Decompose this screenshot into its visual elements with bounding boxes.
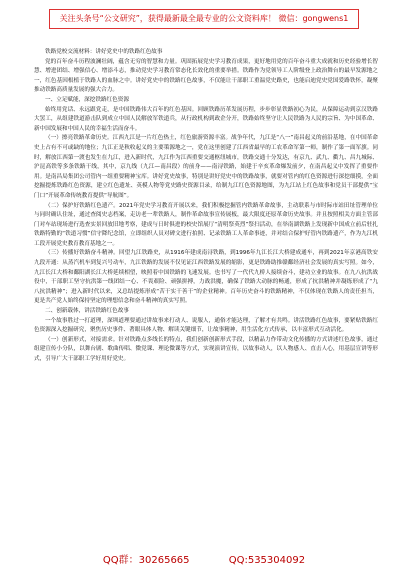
section-heading: 二、创新载体，讲活铁路红色故事: [45, 308, 129, 315]
document-body: [34, 48, 378, 530]
contact-footer: [0, 551, 408, 566]
paragraph: 始终用党话、永远跟党走，是中国铁路伟大百年的红色基因。回顾铁路历革发展历程，步步彰显铁路初心为民，从保障运动到京汉铁路大罢工，从组建铁道游击队到成立中国人民解放军铁道兵，从行政机构到政企分开，铁路始终坚守让人民铁路为人民的宗旨、为中国革命、新中国发展和中国人民的幸福生活而奋斗。: [34, 106, 378, 132]
paragraph: （一）擦亮铁路革命历史。江西九江是一片红色热土，红色旅游资源丰富。战争年代，九江是“八一”南昌起义的前沿基地，在中国革命史上占有不可或缺的地位；九江正是秋收起义的主要策源地之一，党在这里创建了江西省最早的工农革命军第一师，制作了第一面军旗。同时，解放江西第一渡也发生在九江，进入新时代，九江作为江西重要交通枢纽城市，铁路交通十分发达，有京九、武九、衢九、昌九城际、沪昆高铁等多条铁路干线，其中，京九线（九江—南昌段）的前身——南浔铁路，始建于辛亥革命爆发前夕，在南昌起义中发挥了重要作用。是南昌局集团公司管内一组重要精神宝库。讲好党史故事，特别是讲好党史中的铁路故事，就要对管内的红色资源进行深挖细摸，全面挖掘提炼铁路红色资源，建立红色遗址、英模人物等党史路史资源目录，给制九江红色资源地图，为九江站上红色故事和党员干部提供“宝门口”开展革命传统教育提供“导航图”。: [34, 135, 378, 199]
paragraph: 党的百年奋斗历程波澜壮阔，蕴含无穷的智慧和力量。巩固拓展党史学习教育成果，更好地用党的百年奋斗重大成就和历史经验增长智慧、增进团结、增强信心、增添斗志，推动党史学习教育常态化长效化的重要举措。铁路作为党领导工人阶级登上政治舞台的最早发源地之一，红色基因根植于铁路人的血脉之中。讲好党史中的铁路红色故事，不仅能让干部职工重温党史路史，也能启迪党史党国爱路铁怀，凝聚推动铁路高质量发展的强大合力。: [34, 58, 378, 94]
promo-banner[interactable]: [0, 6, 408, 28]
paragraph: （一）创新形式，对接需求。针对铁路点多线长的特点，我们创新创新形式手段，以精品力作带动文化传播的方式讲述红色故事，通过组建宣传小分队，以舞台剧、歌曲传唱、微党课、理论微课等方式，实现演讲宣传，以故事动人，以人物感人、直击人心，用基层宣讲等形式，引导广大干部职工学好用好党史。: [34, 336, 378, 362]
paragraph: （三）传播好铁路奋斗精神。回望九江铁路史，从1916年建成南浔铁路，到1996年九江长江大桥建成通车，再到2021年京港高铁安九段开通：从蒸汽机车到复兴号动车，九江铁路的发展不仅见证江西铁路发展的缩影，更是铁路助推赣鄱经济社会发展的真实写照。如今，九江长江大桥和鄱阳湖长江大桥延续相望，映照着中国铁路的飞速发展。也书写了一代代九桥人接续奋斗，建功立业的故事。在九八抗洪战役中，干部职工坚守抗洪第一线团结一心、不畏艰险、顽强拼搏，力战洪魔，确保了铁路大动脉的畅通，形成了抗洪精神并凝练形成了“九八抗洪精神”；进入新时代以来，又总结提炼形成“苦干实干善干”的企业精神。百年历史奋斗的铁路精神，不仅体现在铁路人的责任担当，更是共产党人始终保持坚定的理想信念和奋斗精神的真实写照。: [34, 250, 378, 305]
qq-text: QQ:535304092: [228, 555, 306, 566]
section-heading: 一、立足赋能，深挖铁路红色资源: [45, 96, 129, 103]
qq-group-text: QQ群：30265665: [102, 555, 190, 566]
document-title: 铁路党校交流材料：讲好党史中的铁路红色故事: [45, 49, 163, 55]
paragraph: 一个故事胜过一打道理，深圳道理要通过讲故事来打动人、说服人，通俗才能达理，了解才有共鸣。讲活铁路红色故事，要紧贴铁路红色资源深入挖掘研究，聚焦历史事件、著眼具体人物、解读关键细节，让故事精神，用生活化方式传承，以丰富形式互动活化。: [34, 317, 378, 334]
promo-banner-text: 关注头条号“公文研究”，获得最新最全最专业的公文资料库！ 微信：gongwens1: [49, 9, 360, 29]
paragraph: （二）保护好铁路红色遗产。2021年党史学习教育开展以来，我们积极挖掘管内铁路革命故事，主动联系与市时际市站田址管理单位与同时确认住址，通过查阅史志档案，走访老一辈铁路人，制作革命故事宣传展板，最大限度还原革命历史故事。并且按照相关方面主管部门对车站现场进行选查实景回放旧地考察，建成与日时俱进的校史馆展厅“清明祭英烈”祭扫活动，在举南湖铁路上发现新中国成立前后驻扎铁路特勤的“铁道习惯”信守降纪念馆，立即组织人员对碑文进行拍照、记录铁路工人革命事迹，并对结合保护好管内铁路遗产，作为九江机工段开展党史教育教育基地之一。: [34, 202, 378, 247]
